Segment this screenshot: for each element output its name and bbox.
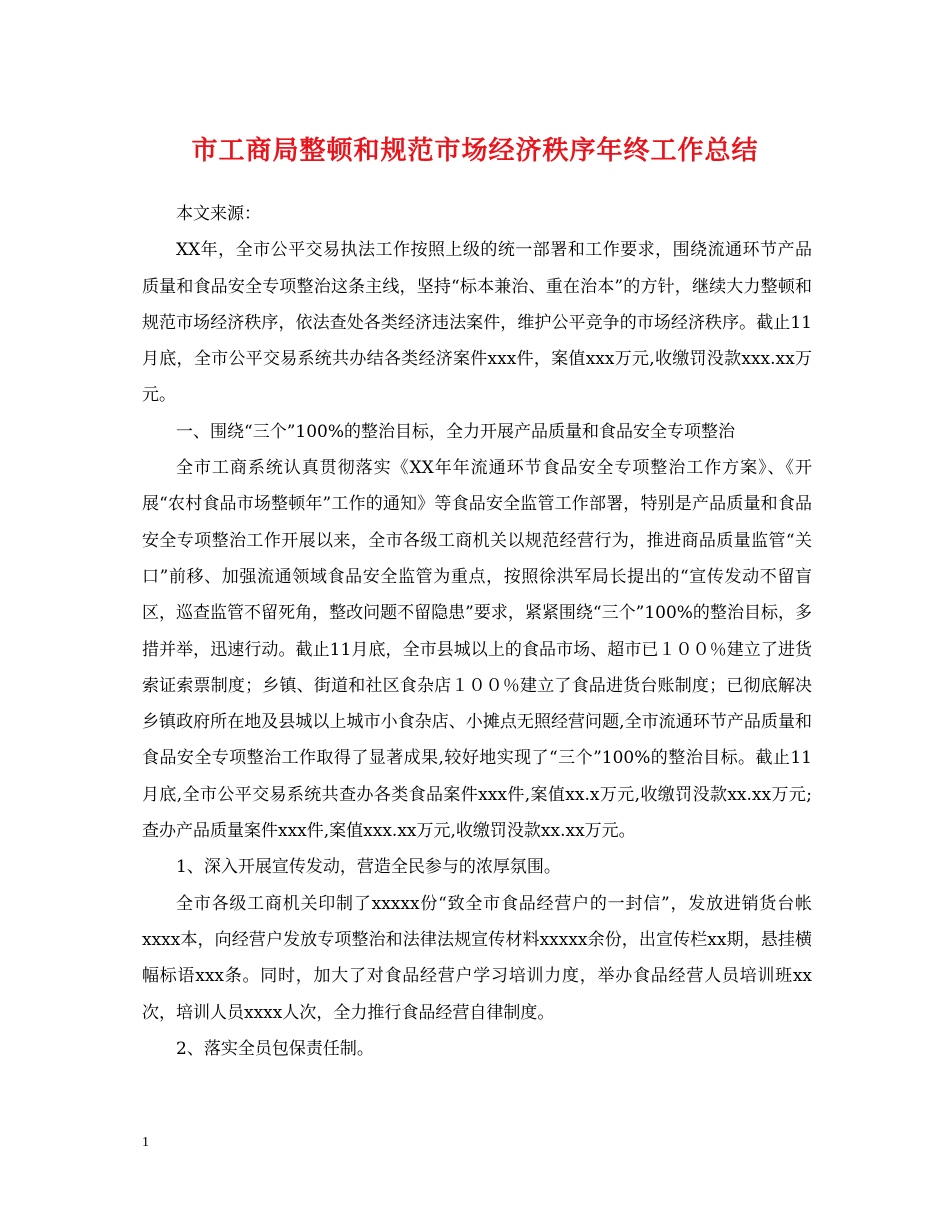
paragraph-intro: XX年，全市公平交易执法工作按照上级的统一部署和工作要求，围绕流通环节产品质量和食品安全专项整治这条主线，坚持“标本兼治、重在治本”的方针，继续大力整顿和规范市场经济秩序，依法查处各类经济违法案件，维护公平竞争的市场经济秩序。截止11月底，全市公平交易系统共办结各类经济案件xxx件，案值xxx万元,收缴罚没款xxx.xx万元。 (142, 240, 812, 406)
subheading-1: 1、深入开展宣传发动，营造全民参与的浓厚氛围。 (176, 857, 561, 878)
document-title: 市工商局整顿和规范市场经济秩序年终工作总结 (191, 136, 759, 166)
paragraph-source: 本文来源： (176, 204, 261, 224)
page-number: 1 (142, 1135, 149, 1150)
section-heading-1: 一、围绕“三个”100%的整治目标，全力开展产品质量和食品安全专项整治 (176, 421, 735, 442)
subheading-2: 2、落实全员包保责任制。 (176, 1038, 374, 1059)
document-body (142, 196, 812, 1067)
paragraph-section-1: 全市工商系统认真贯彻落实《XX年年流通环节食品安全专项整治工作方案》、《开展“农村食品市场整顿年”工作的通知》等食品安全监管工作部署，特别是产品质量和食品安全专项整治工作开展以来，全市各级工商机关以规范经营行为，推进商品质量监管“关口”前移、加强流通领域食品安全监管为重点，按照徐洪军局长提出的“宣传发动不留盲区，巡查监管不留死角，整改问题不留隐患”要求，紧紧围绕“三个”100%的整治目标，多措并举，迅速行动。截止11月底，全市县城以上的食品市场、超市已１００％建立了进货索证索票制度；乡镇、街道和社区食杂店１００％建立了食品进货台账制度；已彻底解决乡镇政府所在地及县城以上城市小食杂店、小摊点无照经营问题,全市流通环节产品质量和食品安全专项整治工作取得了显著成果,较好地实现了“三个”100%的整治目标。截止11月底,全市公平交易系统共查办各类食品案件xxx件,案值xx.x万元,收缴罚没款xx.xx万元;查办产品质量案件xxx件,案值xxx.xx万元,收缴罚没款xx.xx万元。 (142, 458, 812, 842)
paragraph-subsection-1: 全市各级工商机关印制了xxxxx份“致全市食品经营户的一封信”，发放进销货台帐xxxx本，向经营户发放专项整治和法律法规宣传材料xxxxx余份，出宣传栏xx期，悬挂横幅标语xxx条。同时，加大了对食品经营户学习培训力度，举办食品经营人员培训班xx次，培训人员xxxx人次，全力推行食品经营自律制度。 (142, 893, 812, 1023)
